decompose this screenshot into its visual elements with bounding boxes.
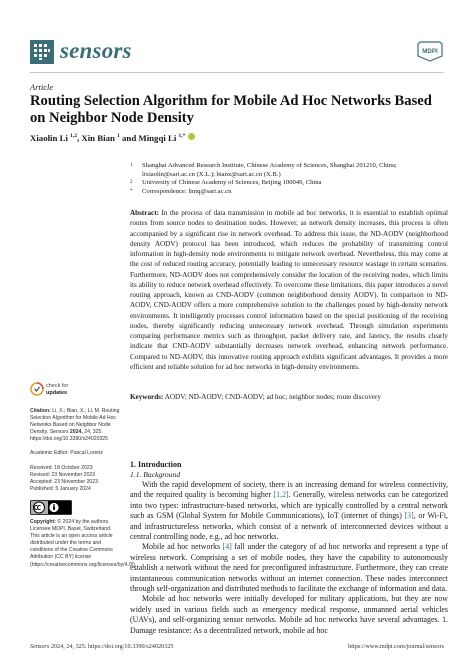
copyright-block <box>30 518 137 569</box>
abstract <box>130 208 448 372</box>
copyright-label: Copyright: <box>30 518 56 525</box>
citation-doi-link[interactable]: 24, 325. https://doi.org/10.3390/s24020325 <box>30 429 109 443</box>
correspondence-text: Correspondence: limq@sari.ac.cn <box>142 187 232 195</box>
keywords-text: AODV; ND-AODV; CND-AODV; ad hoc; neighbor nodes; route discovery <box>164 393 381 401</box>
paragraph-text: , or Wi-Fi, and infrastructureless networks, which consist of a network of interconnected devices without a central controlling node, e.g., ad hoc networks. <box>130 511 448 542</box>
paragraph-text: With the rapid development of society, there is an increasing demand for wireless connectivity, and the required quality is becoming higher <box>130 480 448 500</box>
subsection-heading: 1.1. Background <box>130 470 181 479</box>
abstract-label: Abstract: <box>130 209 159 217</box>
citation-text: Li, X.; Bian, X.; Li, M. Routing Selection Algorithm for Mobile Ad Hoc Networks Based on Neighbor Node Density. <box>30 408 120 436</box>
date-accepted: Accepted: 23 November 2023 <box>30 478 99 485</box>
paragraph: Mobile ad hoc networks were initially developed for military applications, but they are now widely used in various fields such as emergency medical response, unmanned aerial vehicles (UAVs), and self-organizing sensor networks. Mobile ad hoc networks have several advantages. 1. Damage resistance: As a decentralized network, mobile ad hoc <box>130 594 448 635</box>
author-list: Xiaolin Li $^{1,2}$, Xin Bian $^1$ and Mingqi Li $^{1,*}$ <box>30 133 450 143</box>
journal-name: sensors <box>60 38 132 63</box>
check-for-updates-icon <box>30 382 44 396</box>
citation-link[interactable]: [1,2] <box>273 490 289 500</box>
check-updates-line1: check for <box>46 383 69 389</box>
citation-link[interactable]: [3] <box>404 511 414 521</box>
intro-body <box>130 480 448 636</box>
orcid-icon[interactable] <box>188 133 195 140</box>
keywords <box>130 392 448 402</box>
abstract-text: In the process of data transmission in mobile ad hoc networks, it is essential to establish optimal routes from source nodes to destination nodes. However, as network density increases, this process is often accompanied by a significant rise in network overhead. To address this issue, the ND-AODV (neighborhood density AODV) protocol has been introduced, which reduces the probability of transmitting control information in high-density node environments to mitigate network overhead. Nevertheless, this may come at the cost of reduced routing accuracy, potentially leading to unnecessary resource wastage in certain scenarios. Furthermore, ND-AODV does not comprehensively consider the location of the receiving nodes, which limits its ability to reduce network overhead effectively. To overcome these limitations, this paper introduces a novel routing approach, known as CND-AODV (common neighborhood density AODV). In comparison to ND-AODV, CND-AODV offers a more comprehensive solution to the challenges posed by high-density network environments. It intelligently processes control information based on the special positioning of the receiving nodes, thereby significantly reducing unnecessary network overhead. Through simulation experiments comparing performance metrics such as throughput, packet delivery rate, and latency, the results clearly indicate that CND-AODV substantially decreases network overhead, enhancing network performance. Compared to ND-AODV, this innovative routing approach exhibits significant advantages. It provides a more efficient and reliable solution for ad hoc networks in high-density environments. <box>130 209 448 371</box>
article-title: Routing Selection Algorithm for Mobile Ad Hoc Networks Based on Neighbor Node Density <box>30 93 432 126</box>
paragraph <box>130 542 448 594</box>
citation-label: Citation: <box>30 408 51 414</box>
affiliation-text: Shanghai Advanced Research Institute, Chinese Academy of Sciences, Shanghai 201210, China; lixiaolin@sari.ac.cn (X.L.); bianx@sari.ac.cn (X.B.) <box>142 162 397 178</box>
publisher-logo-text: MDPI <box>422 48 438 55</box>
date-received: Received: 18 October 2023 <box>30 464 93 471</box>
check-for-updates-button[interactable] <box>30 382 110 398</box>
cc-by-license-icon[interactable] <box>30 500 72 515</box>
affiliation-item <box>130 179 450 188</box>
footer-journal-link[interactable]: https://www.mdpi.com/journal/sensors <box>348 643 444 650</box>
affiliation-marker: * <box>130 188 133 194</box>
affiliation-marker: 1 <box>130 163 133 168</box>
affiliation-marker: 2 <box>130 180 133 186</box>
footer-doi[interactable]: 2024, 24, 325. https://doi.org/10.3390/s24020325 <box>50 643 174 650</box>
affiliation-text: University of Chinese Academy of Sciences, Beijing 100049, China <box>142 179 322 187</box>
paragraph <box>130 480 448 542</box>
paragraph-text: Mobile ad hoc networks <box>142 542 223 552</box>
date-published: Published: 5 January 2024 <box>30 485 91 492</box>
editor-block <box>30 450 122 457</box>
affiliation-item <box>130 162 450 179</box>
article-sidebar <box>30 408 137 576</box>
author-name: Xiaolin Li <box>30 133 68 143</box>
header-divider <box>30 72 444 73</box>
copyright-text: © 2024 by the authors. Licensee MDPI, Basel, Switzerland. This article is an open access article distributed under the terms and conditions of the Creative Commons Attribution (CC BY) license (https://creativecommons.org/licenses/by/4.0/). <box>30 518 137 568</box>
check-updates-line2: updates <box>46 389 68 396</box>
author-name: Xin Bian <box>81 133 115 143</box>
citation-block <box>30 408 122 443</box>
author-affiliation-mark: 1,* <box>178 133 186 140</box>
paragraph-text: . Generally, wireless networks can be categorized into two types: infrastructure-based networks, which are typically controlled by a central network such as GSM (Global System for Mobile Communications), IoT (internet of things) <box>130 490 448 521</box>
affiliations <box>130 162 450 196</box>
correspondence <box>130 188 450 197</box>
article-type: Article <box>30 82 54 92</box>
citation-link[interactable]: [4] <box>222 542 232 552</box>
author-affiliation-mark: 1,2 <box>70 133 77 140</box>
date-revised: Revised: 23 November 2023 <box>30 471 96 478</box>
citation-year: 2024, <box>69 429 83 436</box>
footer-journal: Sensors <box>30 643 50 650</box>
citation-journal: Sensors <box>49 429 69 436</box>
dates-block <box>30 465 122 493</box>
paragraph-text: fall under the category of ad hoc networks and represent a type of wireless network. Comprising a set of mobile nodes, they have the capability to autonomously establish a network without the need for preconfigured infrastructure. Furthermore, they can create instantaneous communication networks without an internet connection. These nodes interconnect through self-organization and distributed methods to facilitate the exchange of information and data. <box>130 542 448 594</box>
footer-citation <box>30 643 173 650</box>
mdpi-logo-icon <box>416 40 444 62</box>
section-heading: 1. Introduction <box>130 460 182 469</box>
academic-editor: Academic Editor: Pascal Lorenz <box>30 450 103 457</box>
author-name: Mingqi Li <box>138 133 177 143</box>
keywords-label: Keywords: <box>130 393 164 401</box>
author-affiliation-mark: 1 <box>117 133 120 140</box>
sensors-logo-icon <box>30 40 54 64</box>
